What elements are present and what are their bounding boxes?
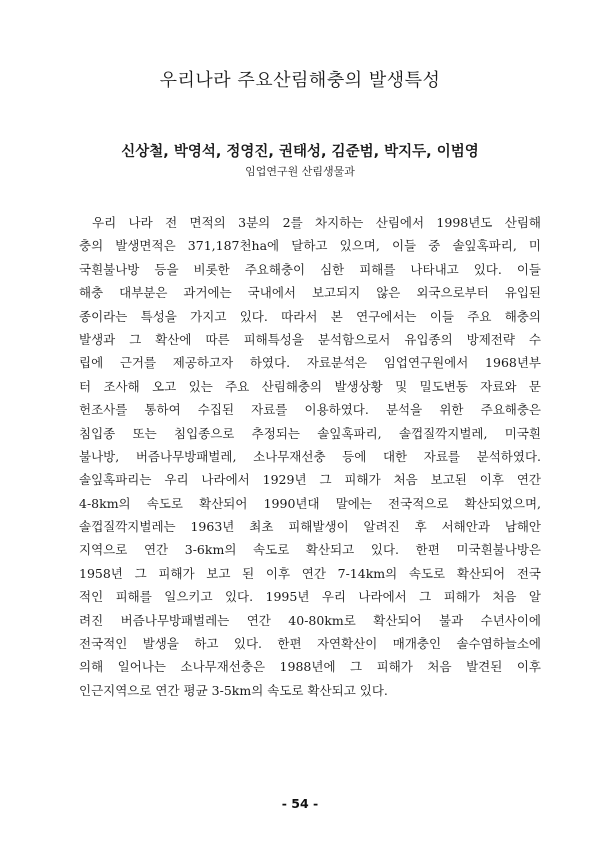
body-line: 헌조사를 통하여 수집된 자료를 이용하였다. 분석을 위한 주요해충은	[79, 402, 541, 418]
body-line: 려진 버즘나무방패벌레는 연간 40-80km로 확산되어 불과 수년사이에	[79, 612, 541, 628]
body-line: 터 조사해 오고 있는 주요 산림해충의 발생상황 및 밀도변동 자료와 문	[79, 378, 541, 394]
body-line: 적인 피해를 일으키고 있다. 1995년 우리 나라에서 그 피해가 처음 알	[79, 589, 541, 605]
page-number: - 54 -	[281, 796, 319, 811]
body-line: 충의 발생면적은 371,187천ha에 달하고 있으며, 이들 중 솔잎혹파리, 미	[79, 238, 541, 254]
body-line: 의해 일어나는 소나무재선충은 1988년에 그 피해가 처음 발견된 이후	[79, 659, 541, 675]
body-line: 침입종 또는 침입종으로 추정되는 솔잎혹파리, 솔껍질깍지벌레, 미국흰	[79, 425, 541, 441]
body-line: 솔껍질깍지벌레는 1963년 최초 피해발생이 알려진 후 서해안과 남해안	[79, 519, 541, 535]
body-line: 4-8km의 속도로 확산되어 1990년대 말에는 전국적으로 확산되었으며,	[79, 495, 541, 511]
body-line: 종이라는 특성을 가지고 있다. 따라서 본 연구에서는 이들 주요 해충의	[79, 308, 541, 324]
body-line: 우리 나라 전 면적의 3분의 2를 차지하는 산림에서 1998년도 산림해	[92, 215, 541, 230]
paper-title: 우리나라 주요산림해충의 발생특성	[159, 70, 441, 91]
body-line: 전국적인 발생을 하고 있다. 한편 자연확산이 매개충인 솔수염하늘소에	[79, 636, 541, 652]
body-line: 지역으로 연간 3-6km의 속도로 확산되고 있다. 한편 미국흰불나방은	[79, 542, 541, 558]
affiliation: 임업연구원 산림생물과	[245, 165, 355, 178]
body-line: 해충 대부분은 과거에는 국내에서 보고되지 않은 외국으로부터 유입된	[79, 285, 541, 301]
body-line: 인근지역으로 연간 평균 3-5km의 속도로 확산되고 있다.	[79, 682, 388, 698]
body-line: 솔잎혹파리는 우리 나라에서 1929년 그 피해가 처음 보고된 이후 연간	[79, 472, 541, 488]
body-line: 불나방, 버즘나무방패벌레, 소나무재선충 등에 대한 자료를 분석하였다.	[79, 448, 541, 464]
author-list: 신상철, 박영석, 정영진, 권태성, 김준범, 박지두, 이범영	[121, 144, 479, 160]
body-line: 발생과 그 확산에 따른 피해특성을 분석함으로서 유입종의 방제전략 수	[79, 331, 541, 347]
abstract-body	[79, 211, 541, 702]
body-line: 1958년 그 피해가 보고 된 이후 연간 7-14km의 속도로 확산되어 전국	[79, 565, 541, 581]
body-line: 립에 근거를 제공하고자 하였다. 자료분석은 임업연구원에서 1968년부	[79, 355, 541, 371]
body-line: 국흰불나방 등을 비롯한 주요해충이 심한 피해를 나타내고 있다. 이들	[79, 261, 541, 277]
